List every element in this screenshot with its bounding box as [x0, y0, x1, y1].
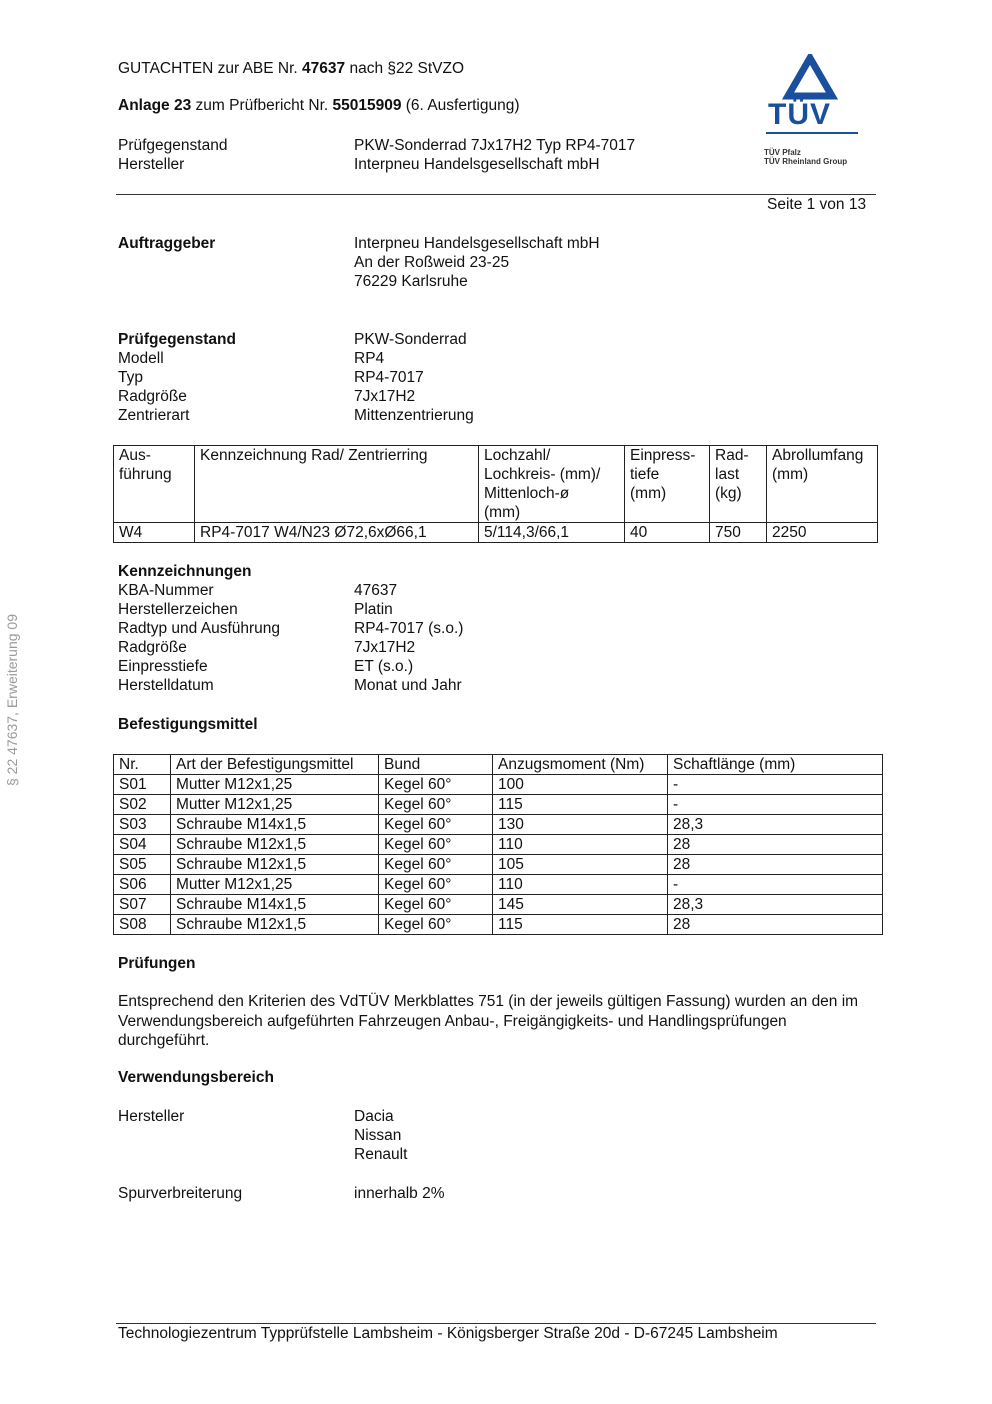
kba-value: 47637	[354, 582, 398, 599]
pruefbericht-number: 55015909	[332, 97, 402, 114]
table-cell: 28	[668, 855, 883, 875]
table-cell: S01	[114, 775, 171, 795]
table-cell: Schraube M14x1,5	[171, 895, 379, 915]
herstellerzeichen-label: Herstellerzeichen	[118, 601, 238, 618]
tuv-logo	[760, 54, 878, 174]
herstelldatum-label: Herstelldatum	[118, 677, 214, 694]
header-anzugsmoment: Anzugsmoment (Nm)	[493, 755, 668, 775]
header-schaftlaenge: Schaftlänge (mm)	[668, 755, 883, 775]
table-cell: S08	[114, 915, 171, 935]
header-nr: Nr.	[114, 755, 171, 775]
table-cell: 115	[493, 915, 668, 935]
table-cell: -	[668, 775, 883, 795]
footer-divider	[116, 1323, 876, 1324]
table-cell: 28,3	[668, 895, 883, 915]
report-title-line	[118, 60, 464, 78]
table-cell: 28	[668, 915, 883, 935]
table-row	[114, 775, 883, 795]
pruef-value: PKW-Sonderrad	[354, 331, 467, 348]
kennzeichnungen-block	[118, 562, 818, 695]
header-abrollumfang: Abrollumfang (mm)	[767, 446, 878, 523]
radgroesse-value: 7Jx17H2	[354, 388, 416, 405]
radgroesse2-value: 7Jx17H2	[354, 639, 416, 656]
header-bund: Bund	[379, 755, 493, 775]
befestigung-table	[113, 754, 883, 935]
typ-label: Typ	[118, 369, 143, 386]
table-row	[114, 915, 883, 935]
header-lochzahl: Lochzahl/ Lochkreis- (mm)/ Mittenloch-ø (mm)	[479, 446, 625, 523]
spur-value: innerhalb 2%	[354, 1185, 445, 1202]
modell-label: Modell	[118, 350, 164, 367]
table-cell: Kegel 60°	[379, 795, 493, 815]
table-row	[114, 815, 883, 835]
table-row	[114, 855, 883, 875]
hersteller-dacia: Dacia	[354, 1108, 394, 1125]
auftraggeber-street: An der Roßweid 23-25	[354, 254, 510, 271]
auftraggeber-block	[118, 234, 818, 291]
ausfertigung: (6. Ausfertigung)	[401, 97, 520, 114]
radtyp-value: RP4-7017 (s.o.)	[354, 620, 464, 637]
table-row	[114, 875, 883, 895]
table-cell: Mutter M12x1,25	[171, 775, 379, 795]
kba-label: KBA-Nummer	[118, 582, 214, 599]
pruefungen-text: Entsprechend den Kriterien des VdTÜV Merkblattes 751 (in der jeweils gültigen Fassung) wurden an den im Verwendungsbereich aufgeführten Fahrzeugen Anbau-, Freigängigkeits- und Handlingsprüfungen durchgeführt.	[118, 993, 859, 1049]
table-cell: 28	[668, 835, 883, 855]
pruefungen-title: Prüfungen	[118, 955, 196, 972]
hersteller-nissan: Nissan	[354, 1127, 402, 1144]
header-hersteller-value: Interpneu Handelsgesellschaft mbH	[354, 156, 600, 173]
cell-einpresstiefe: 40	[625, 523, 710, 543]
table-cell: -	[668, 875, 883, 895]
table-cell: Kegel 60°	[379, 875, 493, 895]
pruefgegenstand-block	[118, 330, 818, 425]
cell-kennzeichnung: RP4-7017 W4/N23 Ø72,6xØ66,1	[195, 523, 479, 543]
typ-value: RP4-7017	[354, 369, 424, 386]
zentrierart-label: Zentrierart	[118, 407, 190, 424]
page-number: Seite 1 von 13	[767, 196, 867, 213]
cell-lochzahl: 5/114,3/66,1	[479, 523, 625, 543]
table-cell: Kegel 60°	[379, 895, 493, 915]
table-cell: Kegel 60°	[379, 815, 493, 835]
side-margin-note	[2, 590, 22, 810]
befestigung-title: Befestigungsmittel	[118, 716, 258, 733]
table-row	[114, 895, 883, 915]
modell-value: RP4	[354, 350, 385, 367]
table-cell: Mutter M12x1,25	[171, 795, 379, 815]
auftraggeber-label: Auftraggeber	[118, 235, 216, 252]
table-row	[114, 795, 883, 815]
cell-ausfuehrung: W4	[114, 523, 195, 543]
table-cell: Kegel 60°	[379, 775, 493, 795]
header-pruef-value: PKW-Sonderrad 7Jx17H2 Typ RP4-7017	[354, 137, 636, 154]
radgroesse2-label: Radgröße	[118, 639, 187, 656]
table-cell: 110	[493, 875, 668, 895]
table-cell: 130	[493, 815, 668, 835]
table-cell: 105	[493, 855, 668, 875]
table-cell: S03	[114, 815, 171, 835]
einpresstiefe-value: ET (s.o.)	[354, 658, 414, 675]
header-pruef-label: Prüfgegenstand	[118, 137, 228, 154]
verwendung-hersteller-label: Hersteller	[118, 1108, 185, 1125]
table-cell: S06	[114, 875, 171, 895]
table-cell: -	[668, 795, 883, 815]
side-text: § 22 47637, Erweiterung 09	[4, 613, 20, 787]
table-cell: Schraube M14x1,5	[171, 815, 379, 835]
table-row	[114, 523, 878, 543]
table-cell: 110	[493, 835, 668, 855]
anlage-label: Anlage 23	[118, 97, 192, 114]
verwendung-block	[118, 1107, 818, 1164]
table-header-row	[114, 755, 883, 775]
header-einpresstiefe: Einpress- tiefe (mm)	[625, 446, 710, 523]
anlage-line	[118, 97, 520, 115]
radtyp-label: Radtyp und Ausführung	[118, 620, 281, 637]
header-art: Art der Befestigungsmittel	[171, 755, 379, 775]
herstellerzeichen-value: Platin	[354, 601, 393, 618]
hersteller-renault: Renault	[354, 1146, 408, 1163]
table-row	[114, 835, 883, 855]
cell-radlast: 750	[710, 523, 767, 543]
footer-text: Technologiezentrum Typprüfstelle Lambsheim - Königsberger Straße 20d - D-67245 Lambsheim	[118, 1325, 778, 1342]
table-cell: 145	[493, 895, 668, 915]
table-cell: Schraube M12x1,5	[171, 915, 379, 935]
radgroesse-label: Radgröße	[118, 388, 187, 405]
tuv-logo-text: TÜV	[768, 98, 831, 131]
table-header-row	[114, 446, 878, 523]
auftraggeber-city: 76229 Karlsruhe	[354, 273, 468, 290]
title-prefix: GUTACHTEN zur ABE Nr.	[118, 60, 303, 77]
herstelldatum-value: Monat und Jahr	[354, 677, 462, 694]
table-cell: S02	[114, 795, 171, 815]
table-cell: Kegel 60°	[379, 915, 493, 935]
table-cell: Schraube M12x1,5	[171, 855, 379, 875]
header-hersteller-label: Hersteller	[118, 156, 185, 173]
header-ausfuehrung: Aus- führung	[114, 446, 195, 523]
verwendung-title: Verwendungsbereich	[118, 1069, 274, 1086]
table-cell: Schraube M12x1,5	[171, 835, 379, 855]
table-cell: Mutter M12x1,25	[171, 875, 379, 895]
table-cell: Kegel 60°	[379, 855, 493, 875]
abe-number: 47637	[302, 60, 346, 77]
zentrierart-value: Mittenzentrierung	[354, 407, 474, 424]
table-cell: 28,3	[668, 815, 883, 835]
einpresstiefe-label: Einpresstiefe	[118, 658, 208, 675]
table-cell: S04	[114, 835, 171, 855]
auftraggeber-name: Interpneu Handelsgesellschaft mbH	[354, 235, 600, 252]
table-cell: Kegel 60°	[379, 835, 493, 855]
table-cell: 100	[493, 775, 668, 795]
header-info	[118, 136, 818, 174]
pruef-label: Prüfgegenstand	[118, 331, 236, 348]
kennzeichnungen-title: Kennzeichnungen	[118, 563, 252, 580]
table-cell: 115	[493, 795, 668, 815]
table-cell: S07	[114, 895, 171, 915]
header-divider	[116, 194, 876, 195]
tuv-logo-line1: TÜV Pfalz	[764, 148, 801, 157]
cell-abrollumfang: 2250	[767, 523, 878, 543]
wheel-table	[113, 445, 878, 543]
tuv-logo-line2: TÜV Rheinland Group	[764, 157, 848, 166]
header-radlast: Rad- last (kg)	[710, 446, 767, 523]
spur-label: Spurverbreiterung	[118, 1185, 243, 1202]
anlage-mid: zum Prüfbericht Nr.	[191, 97, 333, 114]
header-kennzeichnung: Kennzeichnung Rad/ Zentrierring	[195, 446, 479, 523]
table-cell: S05	[114, 855, 171, 875]
spur-block	[118, 1184, 818, 1203]
title-suffix: nach §22 StVZO	[345, 60, 465, 77]
